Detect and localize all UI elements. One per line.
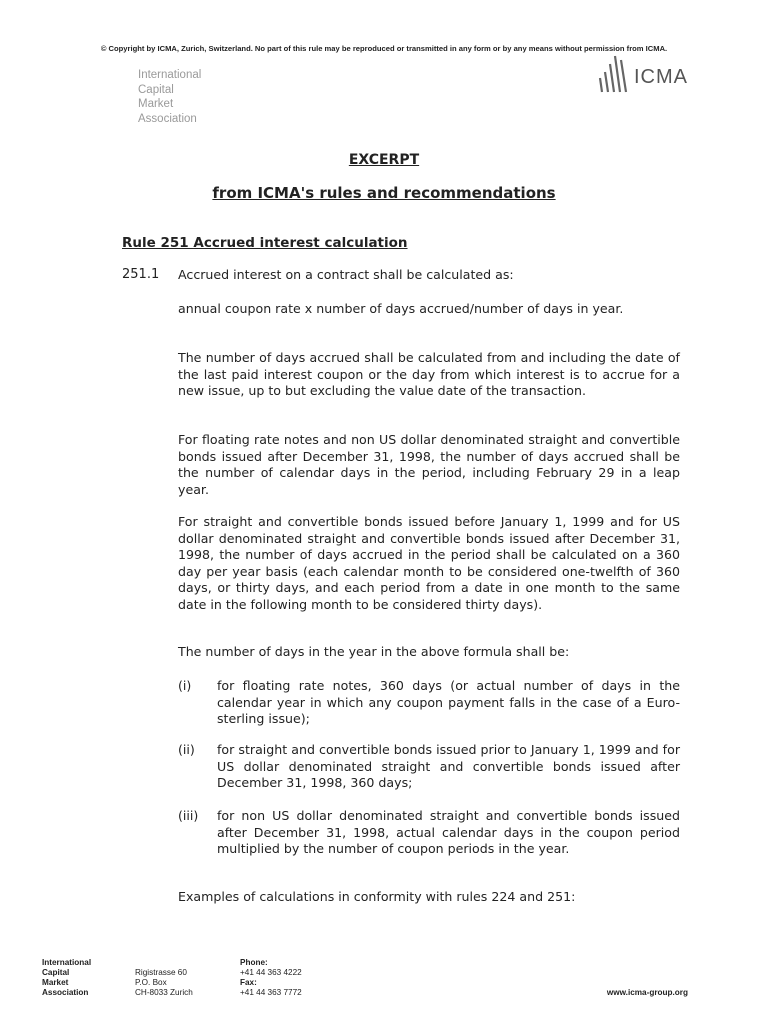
header-org-name [138, 68, 201, 126]
list-item-text: for floating rate notes, 360 days (or actual number of days in the calendar year in which any coupon payment falls in the case of a Euro-sterling issue); [217, 678, 680, 726]
footer-website: www.icma-group.org [606, 988, 688, 997]
icma-logo [596, 52, 716, 96]
address-line: CH-8033 Zurich [135, 988, 193, 997]
logo-text: ICMA [634, 66, 688, 88]
copyright-notice: © Copyright by ICMA, Zurich, Switzerland. No part of this rule may be reproduced or transmitted in any form or by any means without permission from ICMA. [100, 44, 668, 53]
rule-number: 251.1 [122, 267, 160, 282]
list-item-text: for non US dollar denominated straight and convertible bonds issued after December 31, 1998, actual calendar days in the coupon period multiplied by the number of coupon periods in the year. [217, 808, 680, 856]
footer-address [135, 968, 193, 998]
paragraph-straight-convertible: For straight and convertible bonds issued before January 1, 1999 and for US dollar denominated straight and convertible bonds issued after December 31, 1998, the number of days accrued in the period shall be calculated on a 360 day per year basis (each calendar month to be considered one-twelfth of 360 days, or thirty days, and each period from a date in one month to the same date in the following month to be considered thirty days). [178, 514, 680, 612]
footer-org-name [42, 958, 91, 998]
logo-marks-icon [596, 52, 632, 96]
list-item-label: (ii) [178, 742, 195, 757]
footer-org-line: Market [42, 978, 69, 987]
page-subtitle: from ICMA's rules and recommendations [212, 184, 556, 202]
footer-org-line: Association [42, 988, 89, 997]
footer-org-line: International [42, 958, 92, 967]
phone-label: Phone: [240, 958, 268, 967]
org-line: Market [138, 98, 174, 110]
phone-number: +41 44 363 4222 [240, 968, 302, 977]
footer-org-line: Capital [42, 968, 70, 977]
org-line: Association [138, 112, 197, 125]
address-line: Rigistrasse 60 [135, 968, 187, 977]
rule-intro: Accrued interest on a contract shall be calculated as: [178, 267, 514, 282]
paragraph-examples: Examples of calculations in conformity with rules 224 and 251: [178, 889, 576, 904]
rule-title: Rule 251 Accrued interest calculation [122, 235, 408, 251]
formula-paragraph: annual coupon rate x number of days accrued/number of days in year. [178, 301, 624, 316]
paragraph-floating-rate: For floating rate notes and non US dollar denominated straight and convertible bonds issued after December 31, 1998, the number of days accrued shall be the number of calendar days in the period, including February 29 in a leap year. [178, 432, 680, 497]
list-item-label: (iii) [178, 808, 199, 823]
paragraph-days-in-year: The number of days in the year in the above formula shall be: [178, 644, 570, 659]
paragraph-days-accrued: The number of days accrued shall be calculated from and including the date of the last paid interest coupon or the day from which interest is to accrue for a new issue, up to but excluding the value date of the transaction. [178, 350, 680, 398]
footer-contact [240, 958, 302, 998]
org-line: International [138, 69, 202, 81]
org-line: Capital [138, 83, 174, 96]
fax-label: Fax: [240, 978, 257, 987]
list-item-label: (i) [178, 678, 192, 693]
address-line: P.O. Box [135, 978, 167, 987]
page-title: EXCERPT [348, 152, 420, 168]
list-item-text: for straight and convertible bonds issued prior to January 1, 1999 and for US dollar denominated straight and convertible bonds issued after December 31, 1998, 360 days; [217, 742, 680, 790]
fax-number: +41 44 363 7772 [240, 988, 302, 997]
